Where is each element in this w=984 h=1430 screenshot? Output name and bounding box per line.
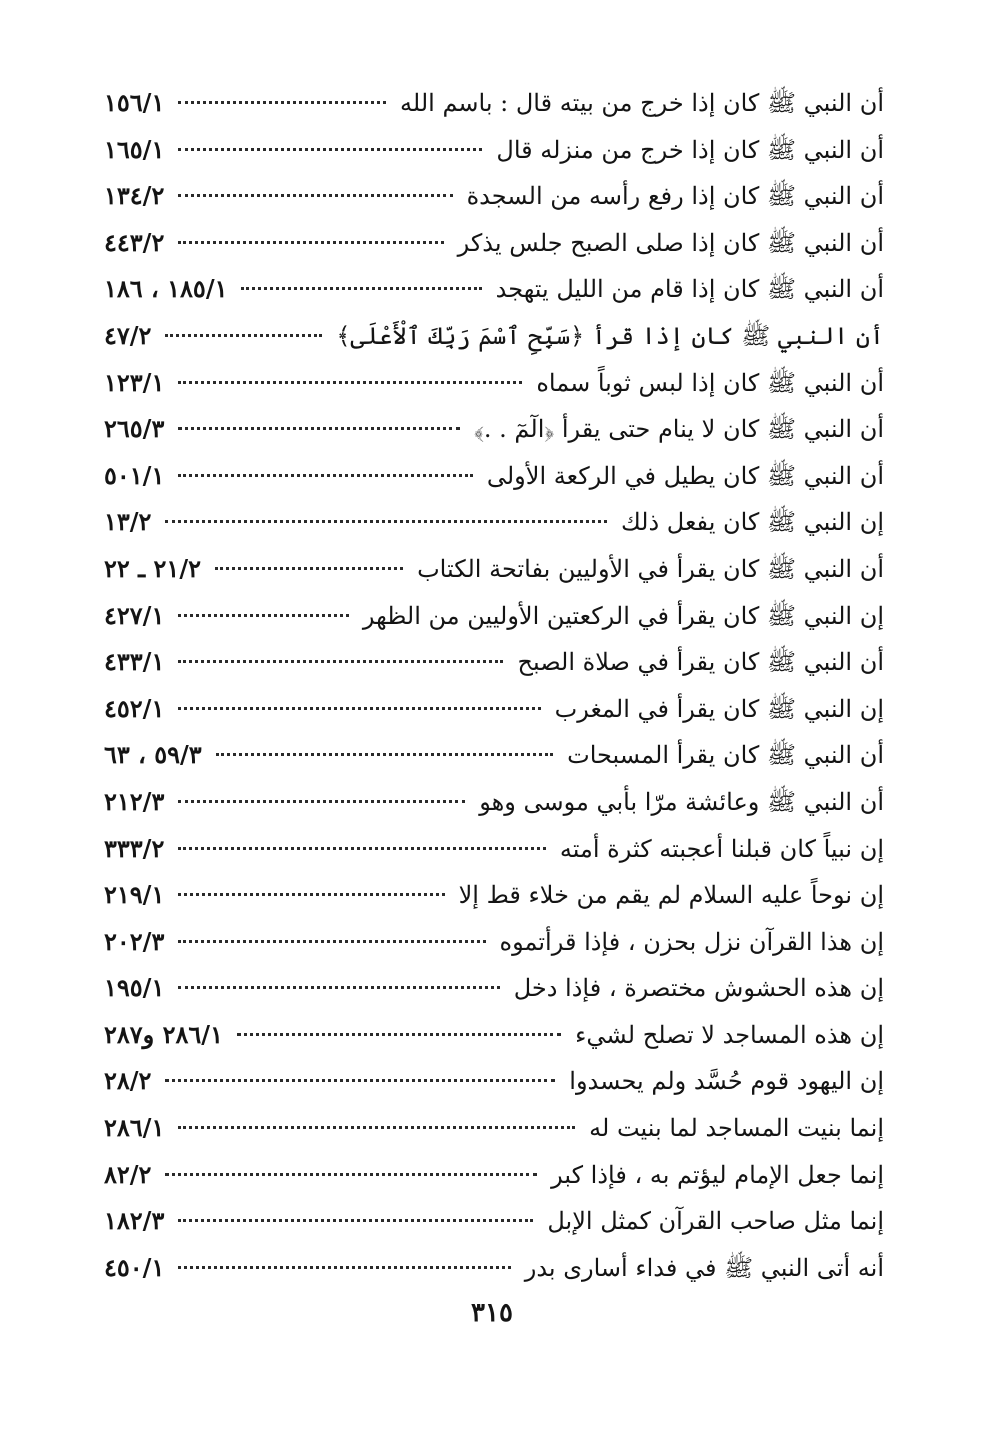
entry-reference: ٢٦٥/٣	[104, 414, 165, 444]
index-entry	[104, 1058, 884, 1105]
entry-reference: ٢٨/٢	[104, 1066, 152, 1096]
entry-text: أن النبي ﷺ كان إذا قام من الليل يتهجد	[495, 275, 884, 304]
index-entry	[104, 1012, 884, 1059]
entry-text: إنما مثل صاحب القرآن كمثل الإبل	[547, 1207, 884, 1236]
dot-leader	[178, 707, 540, 710]
dot-leader	[237, 1033, 561, 1036]
dot-leader	[178, 101, 386, 104]
entry-reference: ١٨٥/١ ، ١٨٦	[104, 274, 228, 304]
index-entry	[104, 1105, 884, 1152]
entry-text: إنما جعل الإمام ليؤتم به ، فإذا كبر	[551, 1160, 884, 1189]
dot-leader	[178, 1126, 575, 1129]
index-entry	[104, 220, 884, 267]
index-entry	[104, 732, 884, 779]
entry-text: إن النبي ﷺ كان يقرأ في الركعتين الأوليين من الظهر	[362, 601, 884, 630]
entry-text: إن النبي ﷺ كان يقرأ في المغرب	[554, 694, 884, 723]
entry-text: أن النبي ﷺ كان يقرأ المسبحات	[567, 741, 884, 770]
index-entry	[104, 779, 884, 826]
entry-text: إن هذه الحشوش مختصرة ، فإذا دخل	[513, 974, 884, 1003]
dot-leader	[165, 1079, 555, 1082]
dot-leader	[178, 427, 460, 430]
entry-reference: ١٥٦/١	[104, 88, 165, 117]
entry-reference: ١٩٥/١	[104, 973, 165, 1003]
index-entry	[104, 826, 884, 873]
entry-text: إن هذا القرآن نزل بحزن ، فإذا قرأتموه	[499, 927, 884, 956]
entry-reference: ٨٢/٢	[104, 1159, 152, 1189]
dot-leader	[178, 148, 482, 151]
entry-text: أن النبي ﷺ كان إذا قرأ ﴿سَبِّحِ ٱسْمَ رَبِّكَ ٱلْأَعْلَى﴾	[336, 321, 884, 350]
entry-text: أن النبي ﷺ كان إذا خرج من بيته قال : باسم الله	[400, 89, 884, 117]
entry-text: إن هذه المساجد لا تصلح لشيء	[575, 1020, 884, 1049]
page-number: ٣١٥	[471, 1298, 513, 1328]
index-entry	[104, 499, 884, 546]
dot-leader	[215, 567, 403, 570]
entry-reference: ٤٥٢/١	[104, 693, 165, 723]
index-entry	[104, 173, 884, 220]
entry-reference: ٤٤٣/٢	[104, 227, 165, 257]
dot-leader	[165, 334, 322, 337]
entry-reference: ١٢٣/١	[104, 367, 165, 397]
dot-leader	[178, 381, 522, 384]
entry-reference: ٢١/٢ ـ ٢٢	[104, 553, 201, 583]
entry-text: أن النبي ﷺ كان إذا صلى الصبح جلس يذكر	[457, 228, 884, 257]
entry-text: أن النبي ﷺ كان إذا خرج من منزله قال	[496, 135, 884, 164]
dot-leader	[178, 893, 444, 896]
dot-leader	[178, 940, 485, 943]
entry-reference: ٤٥٠/١	[104, 1252, 165, 1282]
dot-leader	[178, 847, 546, 850]
dot-leader	[178, 1219, 533, 1222]
index-entry	[104, 360, 884, 407]
entry-text: أن النبي ﷺ كان إذا لبس ثوباً سماه	[536, 368, 884, 397]
index-entry	[104, 1152, 884, 1199]
index-entry	[104, 80, 884, 127]
entry-text: أن النبي ﷺ كان إذا رفع رأسه من السجدة	[466, 182, 884, 211]
entry-text: أن النبي ﷺ كان يطيل في الركعة الأولى	[486, 461, 884, 490]
index-entry	[104, 313, 884, 360]
dot-leader	[165, 520, 607, 523]
entry-text: أن النبي ﷺ كان يقرأ في الأوليين بفاتحة الكتاب	[417, 554, 884, 583]
dot-leader	[178, 800, 465, 803]
dot-leader	[178, 194, 452, 197]
dot-leader	[216, 753, 553, 756]
entry-reference: ٣٣٣/٢	[104, 833, 165, 863]
index-entry	[104, 546, 884, 593]
entry-text: إن نوحاً عليه السلام لم يقم من خلاء قط إلا	[458, 881, 884, 910]
entry-text: إنما بنيت المساجد لما بنيت له	[589, 1114, 884, 1143]
entry-reference: ٥٠١/١	[104, 460, 165, 490]
entry-reference: ٢٠٢/٣	[104, 926, 165, 956]
index-entry	[104, 127, 884, 174]
index-entry	[104, 965, 884, 1012]
index-entry	[104, 686, 884, 733]
dot-leader	[178, 241, 443, 244]
index-entry	[104, 1245, 884, 1292]
index-entry	[104, 1198, 884, 1245]
entry-reference: ٢١٩/١	[104, 880, 165, 910]
dot-leader	[178, 1266, 510, 1269]
entry-text: أن النبي ﷺ وعائشة مرّا بأبي موسى وهو	[479, 787, 884, 816]
entry-reference: ٢٨٦/١ و٢٨٧	[104, 1019, 223, 1049]
dot-leader	[178, 660, 503, 663]
entry-text: إن اليهود قوم حُسَّد ولم يحسدوا	[569, 1067, 884, 1096]
entry-reference: ٤٢٧/١	[104, 600, 165, 630]
dot-leader	[178, 986, 499, 989]
entry-text: إن النبي ﷺ كان يفعل ذلك	[620, 508, 884, 537]
dot-leader	[241, 287, 481, 290]
index-entry	[104, 872, 884, 919]
entry-reference: ١٣٤/٢	[104, 181, 165, 211]
entry-reference: ٢٨٦/١	[104, 1113, 165, 1143]
entry-reference: ١٦٥/١	[104, 134, 165, 164]
index-entry	[104, 919, 884, 966]
entry-reference: ١٣/٢	[104, 507, 152, 537]
index-entry	[104, 453, 884, 500]
index-entry	[104, 593, 884, 640]
dot-leader	[178, 474, 473, 477]
index-entry	[104, 266, 884, 313]
hadith-index-list	[104, 80, 884, 1291]
index-entry	[104, 406, 884, 453]
entry-text: أنه أتى النبي ﷺ في فداء أسارى بدر	[524, 1253, 884, 1282]
entry-text: أن النبي ﷺ كان يقرأ في صلاة الصبح	[517, 648, 884, 677]
entry-reference: ٥٩/٣ ، ٦٣	[104, 740, 202, 770]
index-entry	[104, 639, 884, 686]
entry-reference: ٢١٢/٣	[104, 786, 165, 816]
entry-text: أن النبي ﷺ كان لا ينام حتى يقرأ ﴿الٓمٓ . .﴾	[474, 415, 884, 444]
entry-text: إن نبياً كان قبلنا أعجبته كثرة أمته	[559, 834, 884, 863]
entry-reference: ٤٧/٢	[104, 320, 152, 350]
entry-reference: ١٨٢/٣	[104, 1206, 165, 1236]
dot-leader	[165, 1173, 537, 1176]
entry-reference: ٤٣٣/١	[104, 647, 165, 677]
dot-leader	[178, 614, 349, 617]
